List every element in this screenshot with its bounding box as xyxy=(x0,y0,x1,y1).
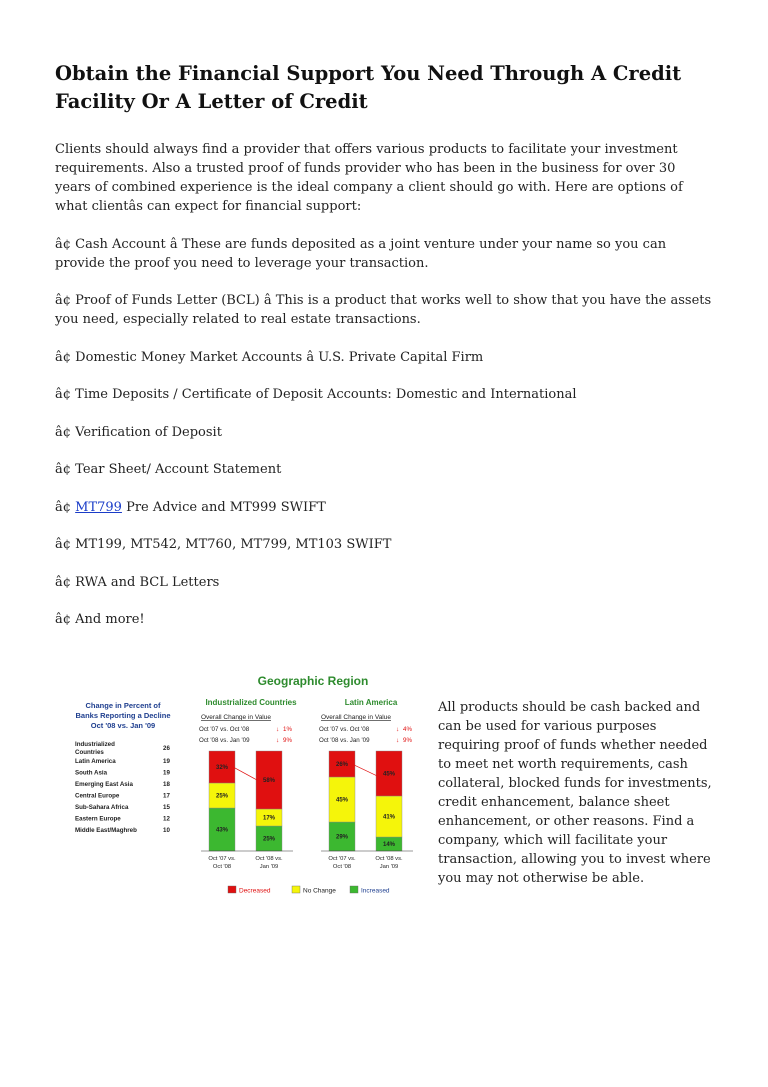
article xyxy=(55,60,715,648)
table-title-line: Oct '08 vs. Jan '09 xyxy=(90,721,156,730)
bullet-rwa-bcl: â¢ RWA and BCL Letters xyxy=(55,574,220,590)
table-value: 19 xyxy=(163,758,170,765)
legend-swatch xyxy=(350,886,358,893)
bar-data-label: 25% xyxy=(215,793,229,800)
x-tick-label: Oct '07 vs. xyxy=(328,856,356,862)
table-value: 19 xyxy=(163,769,170,777)
table-value: 15 xyxy=(163,804,170,811)
panel-subtitle: Overall Change in Value xyxy=(201,714,271,721)
table-region-label: Emerging East Asia xyxy=(75,781,133,788)
change-value: 9% xyxy=(403,737,412,744)
x-tick-label: Oct '08 xyxy=(212,864,232,870)
panel-title: Industrialized Countries xyxy=(205,698,297,707)
chart-title: Geographic Region xyxy=(257,674,369,688)
x-tick-label: Oct '07 vs. xyxy=(208,856,236,862)
bullet-money-market: â¢ Domestic Money Market Accounts â U.S. Private Capital Firm xyxy=(55,349,484,365)
mt799-link[interactable]: MT799 xyxy=(75,499,122,515)
panel-subtitle: Overall Change in Value xyxy=(321,714,391,721)
bar-data-label: 25% xyxy=(262,836,276,843)
bullet-verification: â¢ Verification of Deposit xyxy=(55,424,222,440)
table-value: 18 xyxy=(163,781,170,788)
table-region-label: Central Europe xyxy=(75,792,120,800)
legend-swatch xyxy=(292,886,300,893)
bar-data-label: 43% xyxy=(215,827,229,834)
bullet-mt799 xyxy=(55,498,715,517)
bar-data-label: 26% xyxy=(335,762,349,768)
down-arrow-icon: ↓ xyxy=(396,726,400,733)
change-value: 4% xyxy=(403,726,412,733)
x-tick-label: Oct '08 xyxy=(332,864,352,870)
change-label: Oct '07 vs. Oct '08 xyxy=(319,726,370,733)
down-arrow-icon: ↓ xyxy=(396,737,400,744)
bullet-cash-account: â¢ Cash Account â These are funds deposited as a joint venture under your name so you can provide the proof you need to leverage your transaction. xyxy=(55,236,667,271)
legend-swatch xyxy=(228,886,236,893)
change-label: Oct '08 vs. Jan '09 xyxy=(199,737,250,744)
legend-label: Increased xyxy=(361,887,390,895)
table-title-line: Banks Reporting a Decline xyxy=(75,711,171,720)
bullet-prefix: â¢ xyxy=(55,499,76,515)
table-region-label: Sub-Sahara Africa xyxy=(75,804,129,811)
bar-data-label: 45% xyxy=(335,797,349,804)
panel-title: Latin America xyxy=(344,698,398,707)
table-value: 17 xyxy=(163,792,170,800)
bullet-suffix: Pre Advice and MT999 SWIFT xyxy=(121,499,326,515)
bar-data-label: 17% xyxy=(262,815,276,822)
legend-label: Decreased xyxy=(239,887,271,895)
change-value: 1% xyxy=(283,726,292,733)
change-label: Oct '08 vs. Jan '09 xyxy=(319,737,370,744)
x-tick-label: Oct '08 vs. xyxy=(375,856,403,862)
bar-data-label: 58% xyxy=(262,778,276,784)
bullet-time-deposits: â¢ Time Deposits / Certificate of Deposit Accounts: Domestic and International xyxy=(55,387,577,402)
page-title: Obtain the Financial Support You Need Through A Credit Facility Or A Letter of Credit xyxy=(55,62,682,113)
table-title-line: Change in Percent of xyxy=(85,701,161,710)
table-value: 26 xyxy=(163,745,170,752)
geographic-region-chart xyxy=(55,668,425,900)
table-value: 12 xyxy=(163,815,170,823)
geographic-region-figure xyxy=(55,668,425,900)
bar-data-label: 29% xyxy=(335,834,349,841)
bar-data-label: 45% xyxy=(382,771,396,778)
intro-paragraph: Clients should always find a provider that offers various products to facilitate your investment requirements. Also a trusted proof of funds provider who has been in the business for over 30 years of combined experience is the ideal company a client should go with. Here are options of what clientâs can expect for financial support: xyxy=(55,142,683,214)
table-region-label: Middle East/Maghreb xyxy=(75,827,137,834)
down-arrow-icon: ↓ xyxy=(276,737,280,744)
legend-label: No Change xyxy=(303,887,336,895)
x-tick-label: Jan '09 xyxy=(259,864,279,870)
table-region-label: South Asia xyxy=(75,769,108,777)
bullet-proof-of-funds: â¢ Proof of Funds Letter (BCL) â This is a product that works well to show that you have the assets you need, especially related to real estate transactions. xyxy=(55,293,712,327)
change-label: Oct '07 vs. Oct '08 xyxy=(199,726,250,733)
table-region-label: Industrialized xyxy=(75,741,115,748)
table-region-label: Latin America xyxy=(75,758,116,765)
side-paragraph: All products should be cash backed and can be used for various purposes requiring proof of funds whether needed to meet net worth requirements, cash collateral, blocked funds for investments, credit enhancement, balance sheet enhancement, or other reasons. Find a company, which will facilitate your transaction, allowing you to invest where you may not otherwise be able. xyxy=(438,700,712,886)
table-region-label: Eastern Europe xyxy=(75,815,121,823)
bar-data-label: 41% xyxy=(382,814,396,821)
bar-data-label: 14% xyxy=(382,842,396,848)
bullet-swift-types: â¢ MT199, MT542, MT760, MT799, MT103 SWIFT xyxy=(55,537,392,552)
x-tick-label: Jan '09 xyxy=(379,864,399,870)
table-region-label: Countries xyxy=(75,749,104,756)
bar-data-label: 32% xyxy=(215,765,229,771)
bullet-and-more: â¢ And more! xyxy=(55,612,145,627)
x-tick-label: Oct '08 vs. xyxy=(255,856,283,862)
change-value: 9% xyxy=(283,737,292,744)
down-arrow-icon: ↓ xyxy=(276,726,280,733)
table-value: 10 xyxy=(163,827,170,834)
bullet-tear-sheet: â¢ Tear Sheet/ Account Statement xyxy=(55,462,282,477)
